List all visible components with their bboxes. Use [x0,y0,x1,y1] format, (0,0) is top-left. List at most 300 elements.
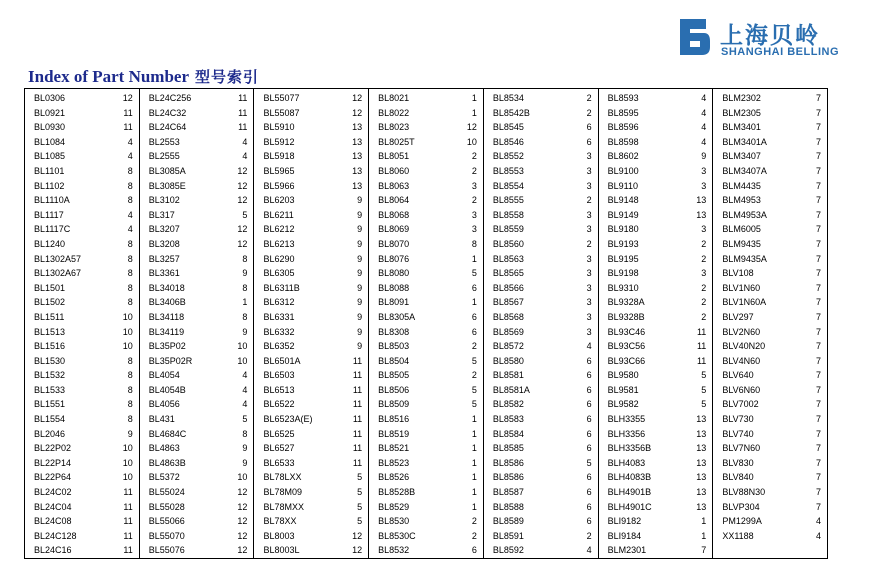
part-number: BL55070 [148,530,185,541]
page-number: 8 [127,297,133,308]
part-number: BL8584 [492,428,524,439]
index-row [140,368,254,383]
part-number: BL8530C [378,530,416,541]
index-row [140,529,254,544]
part-number: BL4054B [148,384,186,395]
index-row [369,135,483,150]
index-row [484,325,598,340]
page-number: 8 [127,195,133,206]
index-row [713,149,827,164]
part-number: BLV108 [722,268,754,279]
index-row [25,485,139,500]
part-number: BL8582 [492,399,524,410]
part-number: BL8552 [492,151,524,162]
index-row [25,208,139,223]
index-row [484,252,598,267]
page-number: 4 [816,516,822,527]
part-number: BLM4953 [722,195,761,206]
index-row [484,456,598,471]
page-number: 8 [242,428,248,439]
part-number: BL6305 [263,268,295,279]
page-number: 4 [816,530,822,541]
part-number: BL8555 [492,195,524,206]
index-row [140,514,254,529]
index-row [25,325,139,340]
page-number: 1 [471,428,477,439]
index-row [369,193,483,208]
part-number: BL1532 [34,370,66,381]
index-row [369,383,483,398]
part-number: BL8025T [378,136,415,147]
part-number: BL8076 [378,253,410,264]
part-number: BLH3356 [607,428,646,439]
part-number: BL55066 [148,516,185,527]
page-number: 2 [471,195,477,206]
page-number: 9 [242,268,248,279]
page-number: 8 [127,384,133,395]
page-number: 13 [696,457,707,468]
index-row [369,339,483,354]
page-number: 5 [357,472,363,483]
page-number: 7 [816,268,822,279]
part-number: BLH3356B [607,443,652,454]
page-number: 3 [701,165,707,176]
index-row [484,106,598,121]
index-row [713,514,827,529]
index-row [140,427,254,442]
page-number: 6 [586,472,592,483]
page-number: 3 [586,151,592,162]
page-number: 11 [238,107,248,118]
page-number: 8 [127,399,133,410]
page-number: 7 [816,122,822,133]
page-number: 10 [122,311,133,322]
index-row [140,135,254,150]
index-row [713,295,827,310]
index-row [369,281,483,296]
index-row [25,281,139,296]
index-row [713,529,827,544]
page-number: 4 [586,341,592,352]
part-number: BL6212 [263,224,295,235]
index-row [713,456,827,471]
index-row [254,252,368,267]
index-row [140,500,254,515]
index-row [25,106,139,121]
part-number: BLV6N60 [722,384,761,395]
belling-logo-mark-icon [676,17,712,57]
index-row [369,368,483,383]
page-number: 2 [471,530,477,541]
page-number: 1 [471,487,477,498]
index-row [140,441,254,456]
part-number: BL8003L [263,545,300,556]
part-number: BL34118 [148,311,185,322]
index-row [713,266,827,281]
part-number: BL2553 [148,136,180,147]
index-row [713,500,827,515]
page-number: 8 [127,355,133,366]
page-number: 4 [701,122,707,133]
index-row [25,500,139,515]
part-number: BL8583 [492,414,524,425]
part-number: BL9193 [607,238,639,249]
index-row [140,412,254,427]
index-row [599,412,713,427]
index-row [713,441,827,456]
page-number: 9 [357,195,363,206]
page-number: 7 [816,399,822,410]
part-number: BL78M09 [263,487,302,498]
part-number: BLV7002 [722,399,759,410]
page-number: 11 [123,516,133,527]
page-number: 13 [352,122,363,133]
part-number: BL431 [148,414,175,425]
index-row [369,500,483,515]
index-row [25,120,139,135]
page-number: 1 [701,530,707,541]
page-number: 10 [122,341,133,352]
part-number: BL24C08 [34,516,72,527]
index-row [25,149,139,164]
page-number: 11 [352,428,363,439]
part-number: BL8559 [492,224,524,235]
page-number: 1 [701,516,707,527]
index-row [484,441,598,456]
page-number: 1 [471,457,477,468]
part-number: BL8554 [492,180,524,191]
part-number: BL5918 [263,151,295,162]
page-number: 11 [123,530,133,541]
index-row [713,412,827,427]
index-row [254,500,368,515]
page-number: 5 [701,370,707,381]
page-number: 8 [127,238,133,249]
page-number: 10 [237,355,248,366]
index-row [369,514,483,529]
index-row [140,456,254,471]
page-number: 9 [357,311,363,322]
index-row [25,310,139,325]
page-number: 3 [471,224,477,235]
index-column [712,89,827,558]
index-column [598,89,713,558]
page-number: 11 [352,443,363,454]
index-row [369,456,483,471]
logo-english-name: SHANGHAI BELLING [721,46,839,58]
index-row [484,485,598,500]
part-number: BL317 [148,209,175,220]
part-number: BL8592 [492,545,524,556]
page-number: 7 [816,428,822,439]
index-row [713,310,827,325]
page-title [28,66,259,87]
page-number: 11 [352,355,363,366]
page-number: 7 [816,224,822,235]
part-number: BL3406B [148,297,186,308]
index-row [484,427,598,442]
page-number: 9 [242,326,248,337]
part-number: BL6203 [263,195,295,206]
index-row [369,543,483,558]
index-row [369,325,483,340]
index-row [713,354,827,369]
index-row [254,383,368,398]
index-row [599,135,713,150]
part-number: BL8305A [378,311,416,322]
page-number: 7 [816,384,822,395]
page-number: 10 [466,136,477,147]
part-number: BL9328B [607,311,645,322]
part-number: BL6522 [263,399,295,410]
index-row [599,485,713,500]
page-number: 3 [586,209,592,220]
part-number: BLVP304 [722,501,760,512]
index-row [484,339,598,354]
page-number: 11 [352,414,363,425]
part-number: BL9582 [607,399,639,410]
part-number: BLM2305 [722,107,761,118]
index-row [369,295,483,310]
page-number: 13 [696,472,707,483]
index-row [599,456,713,471]
page-number: 1 [471,472,477,483]
part-number: BL5965 [263,165,295,176]
page-number: 10 [122,326,133,337]
part-number: BL8021 [378,93,410,103]
index-row [713,120,827,135]
part-number: BL4863B [148,457,186,468]
part-number: BLM2301 [607,545,647,556]
index-row [25,412,139,427]
part-number: BL8060 [378,165,410,176]
part-number: BL34018 [148,282,185,293]
page-number: 12 [352,107,363,118]
page-number: 7 [816,136,822,147]
index-row [254,543,368,558]
part-number: BL35P02R [148,355,193,366]
page-number: 3 [471,180,477,191]
index-row [25,514,139,529]
part-number: BLV7N60 [722,443,761,454]
index-row [369,397,483,412]
page-number: 5 [701,399,707,410]
index-column [483,89,598,558]
index-row [254,149,368,164]
part-number: BLV4N60 [722,355,761,366]
page-number: 8 [242,282,248,293]
page-number: 6 [586,428,592,439]
page-number: 7 [816,238,822,249]
page-number: 2 [586,530,592,541]
index-row [25,456,139,471]
part-number: BL8505 [378,370,410,381]
page-number: 1 [471,443,477,454]
part-number: BL55024 [148,487,185,498]
page-number: 7 [701,545,707,556]
page-number: 1 [471,93,477,103]
part-number: BL55076 [148,545,185,556]
index-row [25,193,139,208]
page-number: 11 [123,107,133,118]
part-number: BL8587 [492,487,524,498]
part-number: BL8569 [492,326,524,337]
page-number: 11 [123,501,133,512]
index-row [484,281,598,296]
index-row [369,120,483,135]
index-row [140,470,254,485]
part-number: BL8523 [378,457,410,468]
index-row [369,266,483,281]
index-column [25,89,139,558]
index-row [25,368,139,383]
part-number: BL1513 [34,326,66,337]
part-number: BL8506 [378,384,410,395]
part-number: BL2046 [34,428,66,439]
page-number: 3 [701,224,707,235]
part-number: BL93C56 [607,341,646,352]
index-row [599,179,713,194]
index-row [599,368,713,383]
part-number: BL8596 [607,122,639,133]
part-number: BLH4901C [607,501,652,512]
index-row [254,412,368,427]
index-row [254,397,368,412]
part-number: BLV1N60 [722,282,761,293]
index-row [484,383,598,398]
part-number: BL93C46 [607,326,646,337]
page-number: 6 [586,487,592,498]
index-row [484,310,598,325]
page-number: 5 [242,414,248,425]
page-number: 3 [471,209,477,220]
page-number: 13 [696,443,707,454]
index-row [484,500,598,515]
part-number: BL6213 [263,238,295,249]
page-number: 6 [586,399,592,410]
index-row [484,222,598,237]
page-number: 12 [237,545,248,556]
page-number: 8 [127,370,133,381]
index-row [599,222,713,237]
page-number: 1 [242,297,248,308]
index-row [713,164,827,179]
part-number: BL24C256 [148,93,192,103]
page-number: 6 [471,545,477,556]
page-number: 5 [357,487,363,498]
logo-chinese-name: 上海贝岭 [720,23,820,49]
index-row [369,222,483,237]
page-number: 7 [816,282,822,293]
index-row [713,368,827,383]
index-row [25,164,139,179]
part-number: BL8532 [378,545,410,556]
page-number: 2 [701,311,707,322]
index-row [254,310,368,325]
part-number: BL8585 [492,443,524,454]
part-number: BL6352 [263,341,295,352]
page-number: 8 [242,253,248,264]
page-number: 11 [123,545,133,556]
page-number: 5 [357,516,363,527]
index-row [484,514,598,529]
page-number: 3 [701,180,707,191]
page-number: 11 [352,457,363,468]
index-row [254,339,368,354]
index-row [599,529,713,544]
part-number: BL8070 [378,238,410,249]
page-number: 5 [471,355,477,366]
page-number: 2 [701,297,707,308]
part-number: BLM4953A [722,209,767,220]
part-number: BL55028 [148,501,185,512]
part-number: BL1102 [34,180,65,191]
part-number: BL6513 [263,384,295,395]
part-number: BL8521 [378,443,410,454]
part-number: BLV730 [722,414,754,425]
page-number: 6 [586,414,592,425]
page-number: 7 [816,341,822,352]
index-row [254,193,368,208]
page-number: 7 [816,165,822,176]
index-row [713,427,827,442]
page-number: 13 [352,136,363,147]
page-number: 9 [357,326,363,337]
index-row [254,281,368,296]
page-number: 7 [816,501,822,512]
page-number: 3 [586,297,592,308]
page-number: 6 [471,311,477,322]
part-number: BL8568 [492,311,524,322]
page-number: 4 [242,370,248,381]
page-number: 1 [471,297,477,308]
page-number: 8 [127,414,133,425]
part-number: BL6331 [263,311,295,322]
index-row [254,441,368,456]
part-number: BLH4083B [607,472,652,483]
index-row [713,106,827,121]
page-number: 12 [237,238,248,249]
part-number: BL55087 [263,107,300,118]
page-number: 2 [586,93,592,103]
index-row [254,208,368,223]
index-row [254,237,368,252]
index-row [254,427,368,442]
page-number: 7 [816,414,822,425]
index-row [713,252,827,267]
page-number: 8 [242,311,248,322]
page-number: 2 [701,253,707,264]
page-number: 11 [238,93,248,103]
part-number: BL8064 [378,195,410,206]
part-number: BL78LXX [263,472,302,483]
page-number: 9 [357,297,363,308]
page-number: 3 [586,268,592,279]
part-number: BL24C64 [148,122,187,133]
page-number: 1 [471,253,477,264]
index-row [713,193,827,208]
part-number: BL8003 [263,530,295,541]
page-number: 3 [586,165,592,176]
part-number: BL8563 [492,253,524,264]
part-number: BL8504 [378,355,410,366]
part-number: BL8545 [492,122,524,133]
part-number: BL35P02 [148,341,186,352]
page-number: 6 [586,355,592,366]
index-row [254,456,368,471]
page-number: 12 [237,195,248,206]
page-number: 11 [352,399,363,410]
